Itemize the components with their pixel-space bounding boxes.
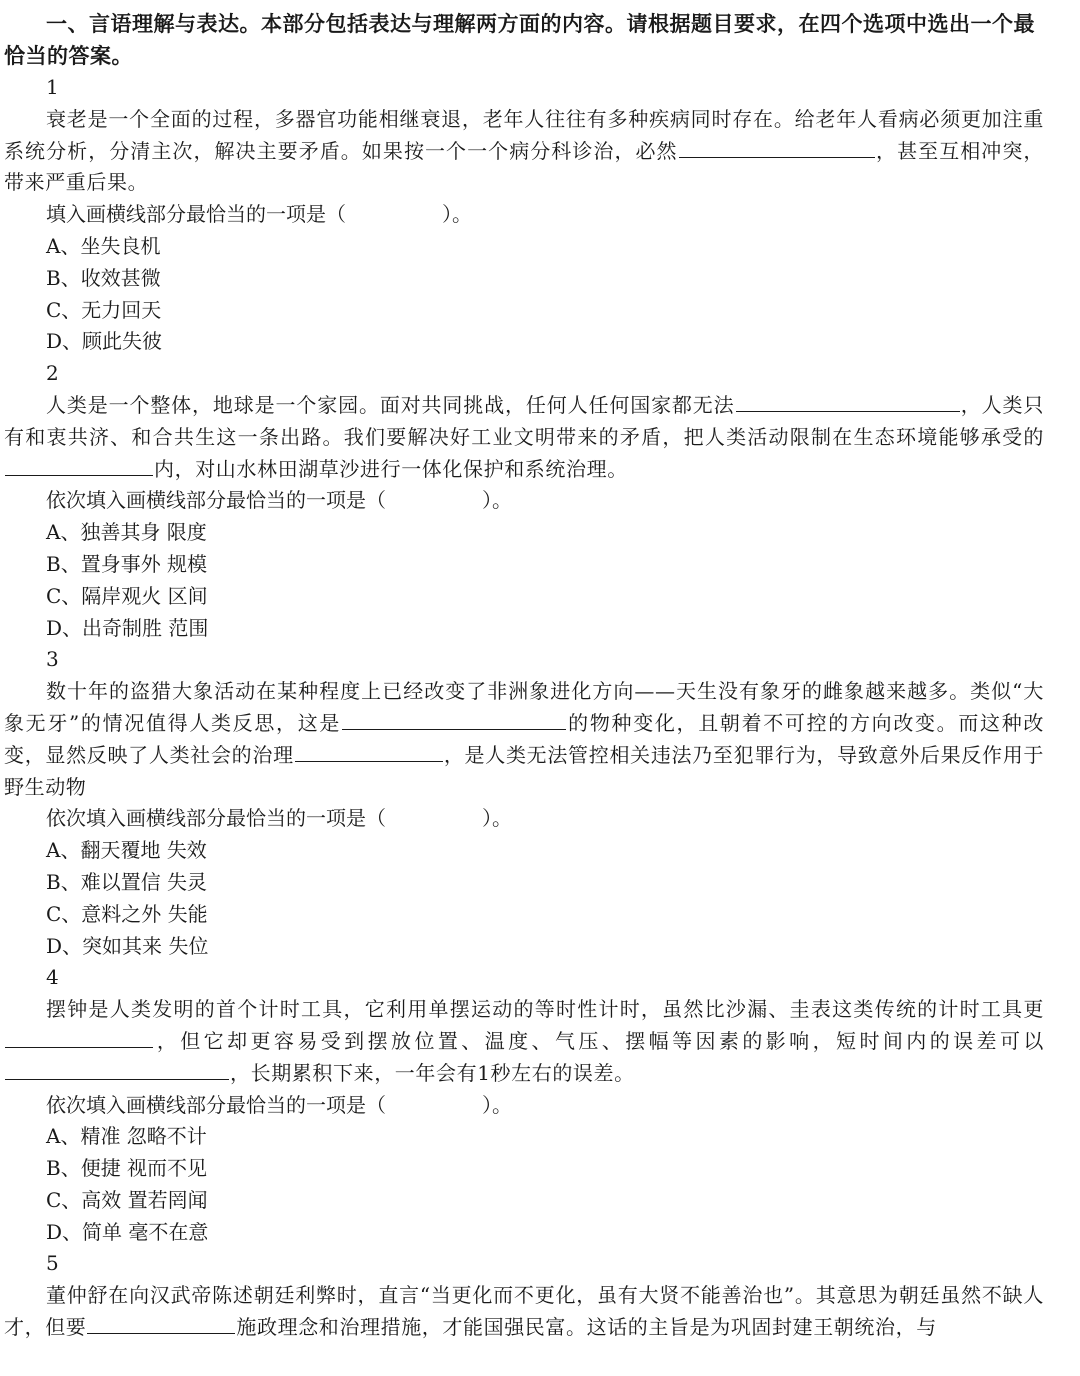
stem-text: 的物种变化，且朝着不可控的方向改变。而这种改变，显然反映了人类社会的治理 [4, 710, 1044, 767]
option-c: C、隔岸观火 区间 [46, 583, 208, 608]
option-b: B、置身事外 规模 [46, 551, 208, 576]
question-stem [4, 676, 1044, 803]
question-number: 1 [46, 75, 59, 99]
stem-text: 董仲舒在向汉武帝陈述朝廷利弊时，直言“当更化而不更化，虽有大贤不能善治也”。其意思为朝廷虽然不缺人才，但要 [4, 1283, 1044, 1340]
stem-text: ，甚至互相冲突，带来严重后果。 [4, 138, 1044, 195]
question-number: 3 [46, 647, 59, 672]
fill-blank [5, 455, 153, 476]
option-d: D、简单 毫不在意 [46, 1219, 209, 1244]
question-prompt [4, 1090, 1044, 1122]
question-number: 4 [46, 965, 59, 990]
stem-text: 衰老是一个全面的过程，多器官功能相继衰退，老年人往往有多种疾病同时存在。给老年人看病必须更加注重系统分析，分清主次，解决主要矛盾。如果按一个一个病分科诊治，必然 [4, 106, 1044, 163]
prompt-close: ）。 [482, 1092, 512, 1117]
stem-text: ，但它却更容易受到摆放位置、温度、气压、摆幅等因素的影响，短时间内的误差可以 [154, 1028, 1044, 1053]
option-a: A、坐失良机 [46, 233, 161, 258]
option-d: D、顾此失彼 [46, 329, 163, 354]
question-prompt [4, 485, 1044, 517]
option-a: A、翻天覆地 失效 [46, 838, 207, 863]
section-heading: 一、言语理解与表达。本部分包括表达与理解两方面的内容。请根据题目要求，在四个选项中选出一个最恰当的答案。 [4, 12, 1035, 68]
fill-blank [5, 1059, 229, 1080]
option-d: D、出奇制胜 范围 [46, 615, 209, 640]
stem-text: ，长期累积下来，一年会有1秒左右的误差。 [230, 1060, 635, 1085]
question-5 [4, 1248, 1044, 1343]
question-stem [4, 994, 1044, 1089]
question-prompt [4, 803, 1044, 835]
option-b: B、难以置信 失灵 [46, 869, 208, 894]
fill-blank [342, 709, 566, 730]
stem-text: 人类是一个整体，地球是一个家园。面对共同挑战，任何人任何国家都无法 [46, 392, 735, 417]
question-prompt [4, 199, 1044, 231]
question-1 [4, 72, 1044, 358]
stem-text: ，是人类无法管控相关违法乃至犯罪行为，导致意外后果反作用于野生动物 [4, 742, 1044, 799]
fill-blank [295, 741, 443, 762]
option-a: A、精准 忽略不计 [46, 1124, 207, 1149]
fill-blank [87, 1313, 235, 1334]
question-3 [4, 644, 1044, 962]
prompt-text: 依次填入画横线部分最恰当的一项是（ [46, 488, 386, 513]
prompt-text: 依次填入画横线部分最恰当的一项是（ [46, 1092, 386, 1117]
fill-blank [5, 1027, 153, 1048]
prompt-close: ）。 [482, 488, 512, 513]
stem-text: 内，对山水林田湖草沙进行一体化保护和系统治理。 [154, 456, 628, 481]
prompt-close: ）。 [442, 202, 472, 227]
prompt-text: 依次填入画横线部分最恰当的一项是（ [46, 806, 386, 831]
option-d: D、突如其来 失位 [46, 933, 209, 958]
question-stem [4, 390, 1044, 485]
option-b: B、收效甚微 [46, 265, 161, 290]
stem-text: 施政理念和治理措施，才能国强民富。这话的主旨是为巩固封建王朝统治，与 [236, 1315, 937, 1340]
prompt-text: 填入画横线部分最恰当的一项是（ [46, 202, 346, 227]
option-b: B、便捷 视而不见 [46, 1156, 208, 1181]
question-stem [4, 1280, 1044, 1344]
stem-text: ，人类只有和衷共济、和合共生这一条出路。我们要解决好工业文明带来的矛盾，把人类活动限制在生态环境能够承受的 [4, 392, 1044, 449]
prompt-close: ）。 [482, 806, 512, 831]
question-number: 5 [46, 1251, 59, 1276]
option-a: A、独善其身 限度 [46, 520, 207, 545]
stem-text: 摆钟是人类发明的首个计时工具，它利用单摆运动的等时性计时，虽然比沙漏、圭表这类传统的计时工具更 [46, 997, 1044, 1022]
fill-blank [736, 391, 960, 412]
question-2 [4, 358, 1044, 644]
option-c: C、无力回天 [46, 297, 162, 322]
question-4 [4, 962, 1044, 1248]
option-c: C、高效 置若罔闻 [46, 1187, 208, 1212]
question-number: 2 [46, 361, 59, 386]
question-stem [4, 104, 1044, 199]
option-c: C、意料之外 失能 [46, 901, 208, 926]
stem-text: 数十年的盗猎大象活动在某种程度上已经改变了非洲象进化方向——天生没有象牙的雌象越来越多。类似“大象无牙”的情况值得人类反思，这是 [4, 679, 1044, 735]
fill-blank [679, 137, 875, 158]
exam-page [4, 8, 1044, 1344]
